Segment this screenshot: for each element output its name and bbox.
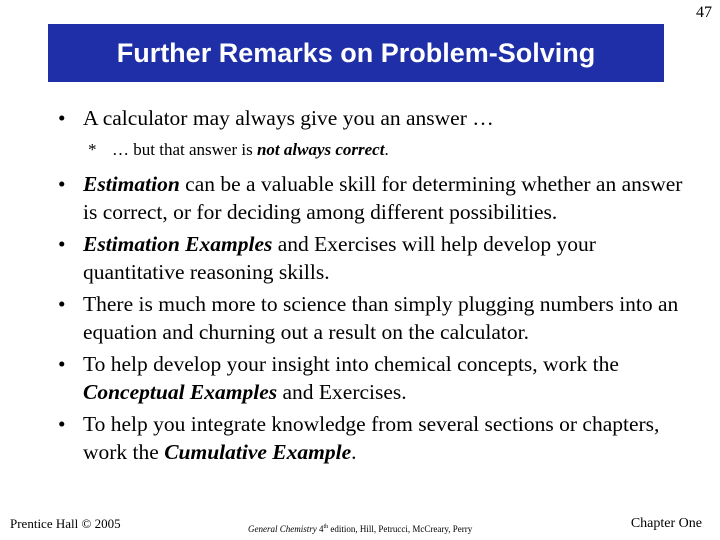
bullet-list	[58, 104, 698, 466]
bullet-icon: •	[58, 106, 66, 130]
sub-bullet-text: … but that answer is not always correct.	[112, 140, 389, 159]
bullet-item	[58, 350, 698, 406]
bullet-item	[58, 230, 698, 286]
bullet-item	[58, 170, 698, 226]
bullet-icon: •	[58, 412, 66, 436]
bullet-icon: •	[58, 292, 66, 316]
sub-bullet-icon: *	[88, 140, 97, 159]
bullet-text: A calculator may always give you an answer …	[83, 106, 494, 130]
page-number: 47	[696, 4, 712, 21]
bullet-item	[58, 104, 698, 132]
title-bar	[48, 24, 664, 82]
bullet-text: Estimation can be a valuable skill for determining whether an answer is correct, or for deciding among different possibilities.	[83, 172, 683, 224]
sub-bullet-item	[88, 138, 698, 162]
bullet-text: There is much more to science than simply plugging numbers into an equation and churning out a result on the calculator.	[83, 292, 679, 344]
bullet-icon: •	[58, 172, 66, 196]
footer-citation: General Chemistry 4th edition, Hill, Petrucci, McCreary, Perry	[248, 524, 473, 534]
bullet-item	[58, 290, 698, 346]
slide-title: Further Remarks on Problem-Solving	[116, 37, 596, 68]
bullet-icon: •	[58, 232, 66, 256]
bullet-item	[58, 410, 698, 466]
bullet-text: Estimation Examples and Exercises will help develop your quantitative reasoning skills.	[83, 232, 596, 284]
bullet-text: To help you integrate knowledge from several sections or chapters, work the Cumulative Example.	[83, 412, 660, 464]
footer-publisher: Prentice Hall © 2005	[10, 516, 121, 531]
bullet-icon: •	[58, 352, 66, 376]
footer-chapter: Chapter One	[630, 516, 702, 531]
bullet-text: To help develop your insight into chemical concepts, work the Conceptual Examples and Exercises.	[83, 352, 619, 404]
